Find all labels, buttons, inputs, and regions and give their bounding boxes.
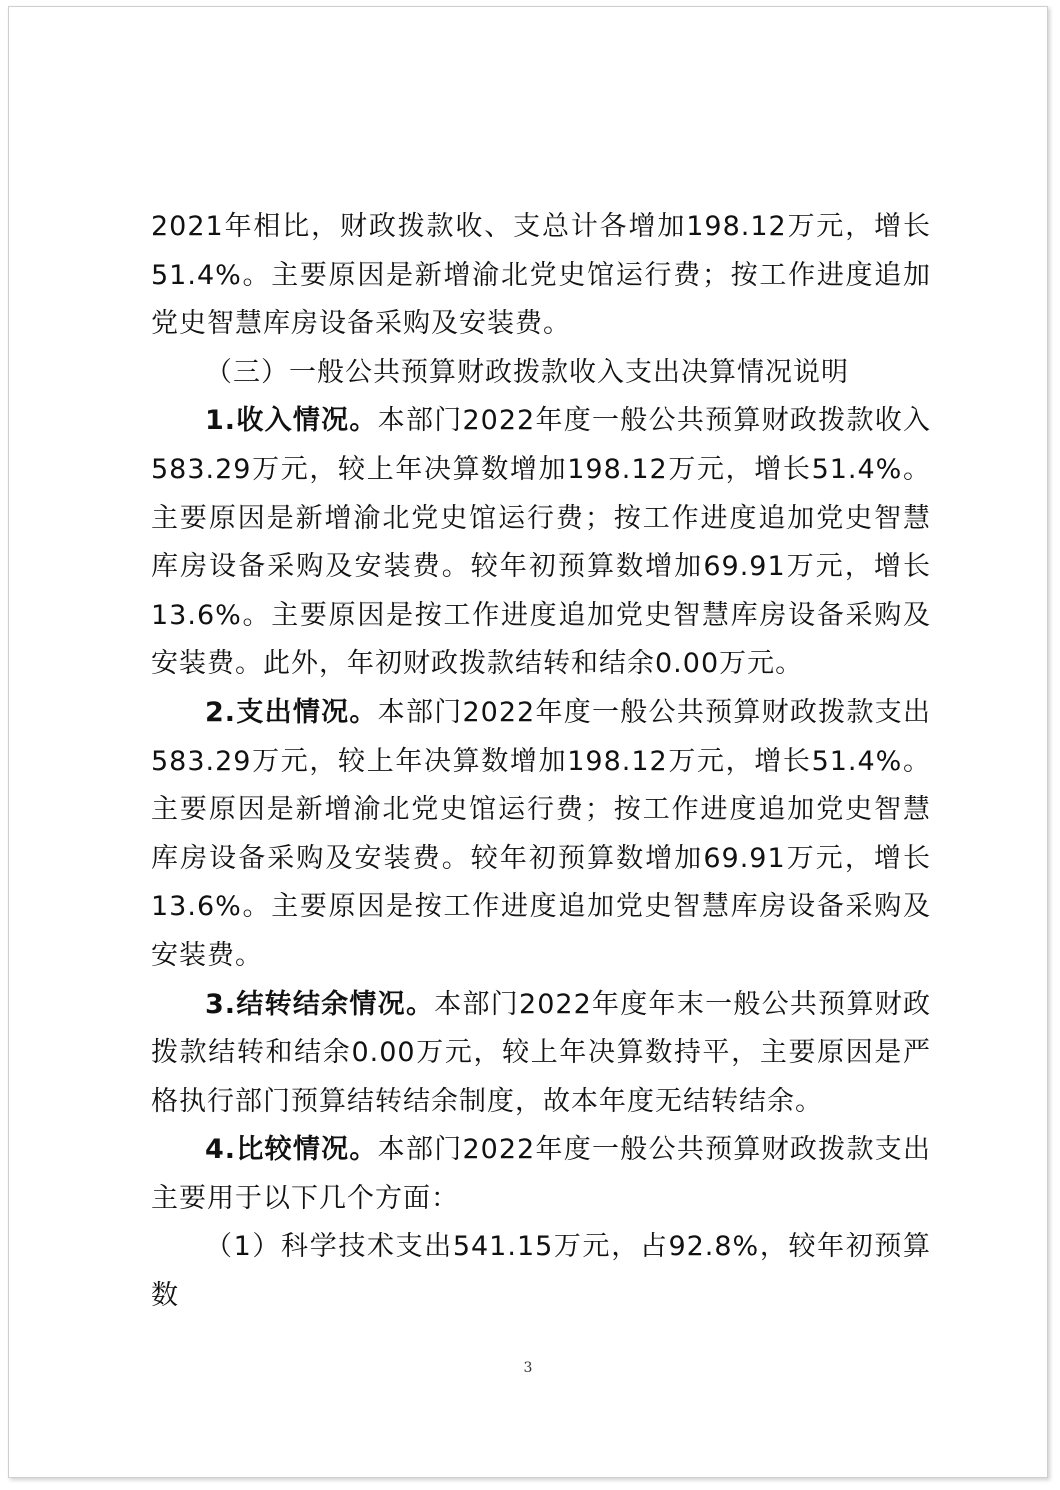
expense-text: 本部门2022年度一般公共预算财政拨款支出583.29万元，较上年决算数增加198.12万元，增长51.4%。主要原因是新增渝北党史馆运行费；按工作进度追加党史智慧库房设备采购及安装费。较年初预算数增加69.91万元，增长13.6%。主要原因是按工作进度追加党史智慧库房设备采购及安装费。 (151, 696, 931, 971)
paragraph-item-1: （1）科学技术支出541.15万元，占92.8%，较年初预算数 (151, 1231, 931, 1312)
paragraph-income (151, 397, 931, 689)
page-body (151, 203, 931, 1321)
paragraph-comparison (151, 1126, 931, 1223)
expense-label: 2.支出情况。 (205, 696, 378, 728)
comparison-text: 本部门2022年度一般公共预算财政拨款支出主要用于以下几个方面： (151, 1134, 931, 1214)
document-page (8, 6, 1048, 1478)
income-label: 1.收入情况。 (205, 405, 378, 437)
page-number: 3 (523, 1360, 533, 1376)
paragraph-summary: 2021年相比，财政拨款收、支总计各增加198.12万元，增长51.4%。主要原因是新增渝北党史馆运行费；按工作进度追加党史智慧库房设备采购及安装费。 (151, 211, 931, 340)
comparison-label: 4.比较情况。 (205, 1134, 378, 1166)
carryover-label: 3.结转结余情况。 (205, 988, 435, 1020)
paragraph-expense (151, 689, 931, 981)
paragraph-carryover (151, 981, 931, 1127)
carryover-text: 本部门2022年度年末一般公共预算财政拨款结转和结余0.00万元，较上年决算数持平，主要原因是严格执行部门预算结转结余制度，故本年度无结转结余。 (151, 988, 931, 1117)
income-text: 本部门2022年度一般公共预算财政拨款收入583.29万元，较上年决算数增加198.12万元，增长51.4%。主要原因是新增渝北党史馆运行费；按工作进度追加党史智慧库房设备采购及安装费。较年初预算数增加69.91万元，增长13.6%。主要原因是按工作进度追加党史智慧库房设备采购及安装费。此外，年初财政拨款结转和结余0.00万元。 (151, 405, 931, 680)
section-heading-3: （三）一般公共预算财政拨款收入支出决算情况说明 (205, 356, 849, 388)
